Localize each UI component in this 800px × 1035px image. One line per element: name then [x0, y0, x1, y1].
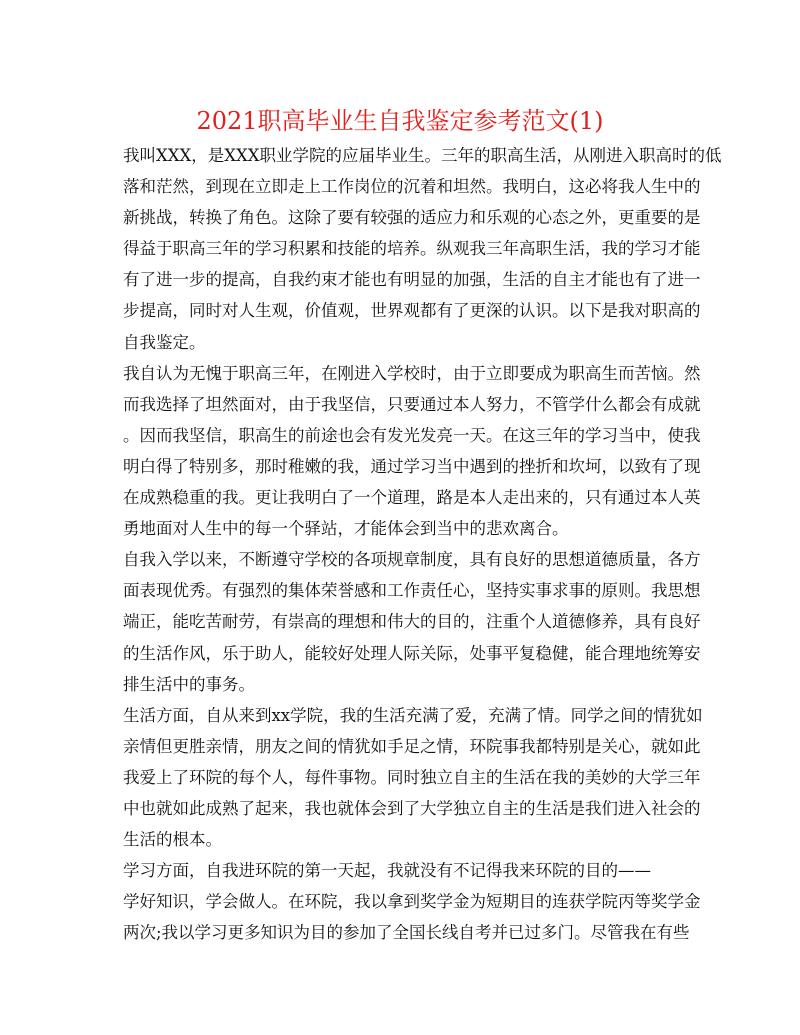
- text-line: 而我选择了坦然面对，由于我坚信，只要通过本人努力，不管学什么都会有成就: [123, 394, 701, 414]
- text-line: 有了进一步的提高，自我约束才能也有明显的加强，生活的自主才能也有了进一: [123, 270, 701, 290]
- text-line: 勇地面对人生中的每一个驿站，才能体会到当中的悲欢离合。: [123, 519, 569, 539]
- text-line: 生活方面，自从来到xx学院，我的生活充满了爱，充满了情。同学之间的情犹如: [123, 705, 703, 725]
- text-line: 在成熟稳重的我。更让我明白了一个道理，路是本人走出来的，只有通过本人英: [123, 488, 701, 508]
- text-line: 落和茫然，到现在立即走上工作岗位的沉着和坦然。我明白，这必将我人生中的: [123, 177, 701, 197]
- text-line: 生活的根本。: [123, 830, 222, 850]
- text-line: 面表现优秀。有强烈的集体荣誉感和工作责任心，坚持实事求事的原则。我思想: [123, 581, 701, 601]
- text-line: 排生活中的事务。: [123, 674, 255, 694]
- document-body: [123, 140, 722, 948]
- text-line: 。因而我坚信，职高生的前途也会有发光发亮一天。在这三年的学习当中，使我: [123, 425, 701, 445]
- text-line: 新挑战，转换了角色。这除了要有较强的适应力和乐观的心态之外，更重要的是: [123, 208, 701, 228]
- text-line: 我爱上了环院的每个人，每件事物。同时独立自主的生活在我的美妙的大学三年: [123, 767, 701, 787]
- text-line: 我自认为无愧于职高三年，在刚进入学校时，由于立即要成为职高生而苦恼。然: [123, 363, 701, 383]
- text-line: 端正，能吃苦耐劳，有崇高的理想和伟大的目的，注重个人道德修养，具有良好: [123, 612, 701, 632]
- text-line: 自我入学以来，不断遵守学校的各项规章制度，具有良好的思想道德质量，各方: [123, 550, 701, 570]
- text-line: 的生活作风，乐于助人，能较好处理人际关际，处事平复稳健，能合理地统筹安: [123, 643, 701, 663]
- text-line: 明白得了特别多，那时稚嫩的我，通过学习当中遇到的挫折和坎坷，以致有了现: [123, 456, 701, 476]
- document-title: 2021职高毕业生自我鉴定参考范文(1): [196, 107, 604, 135]
- text-line: 得益于职高三年的学习积累和技能的培养。纵观我三年高职生活，我的学习才能: [123, 239, 701, 259]
- text-line: 我叫XXX，是XXX职业学院的应届毕业生。三年的职高生活，从刚进入职高时的低: [123, 146, 722, 165]
- text-line: 学好知识，学会做人。在环院，我以拿到奖学金为短期目的连获学院丙等奖学金: [123, 892, 701, 912]
- text-line: 学习方面，自我进环院的第一天起，我就没有不记得我来环院的目的——: [123, 861, 651, 881]
- text-line: 亲情但更胜亲情，朋友之间的情犹如手足之情，环院事我都特别是关心，就如此: [123, 736, 701, 756]
- text-line: 步提高，同时对人生观，价值观，世界观都有了更深的认识。以下是我对职高的: [123, 301, 701, 321]
- text-line: 两次;我以学习更多知识为目的参加了全国长线自考并已过多门。尽管我在有些: [123, 923, 690, 943]
- text-line: 自我鉴定。: [123, 332, 206, 352]
- text-line: 中也就如此成熟了起来，我也就体会到了大学独立自主的生活是我们进入社会的: [123, 798, 701, 818]
